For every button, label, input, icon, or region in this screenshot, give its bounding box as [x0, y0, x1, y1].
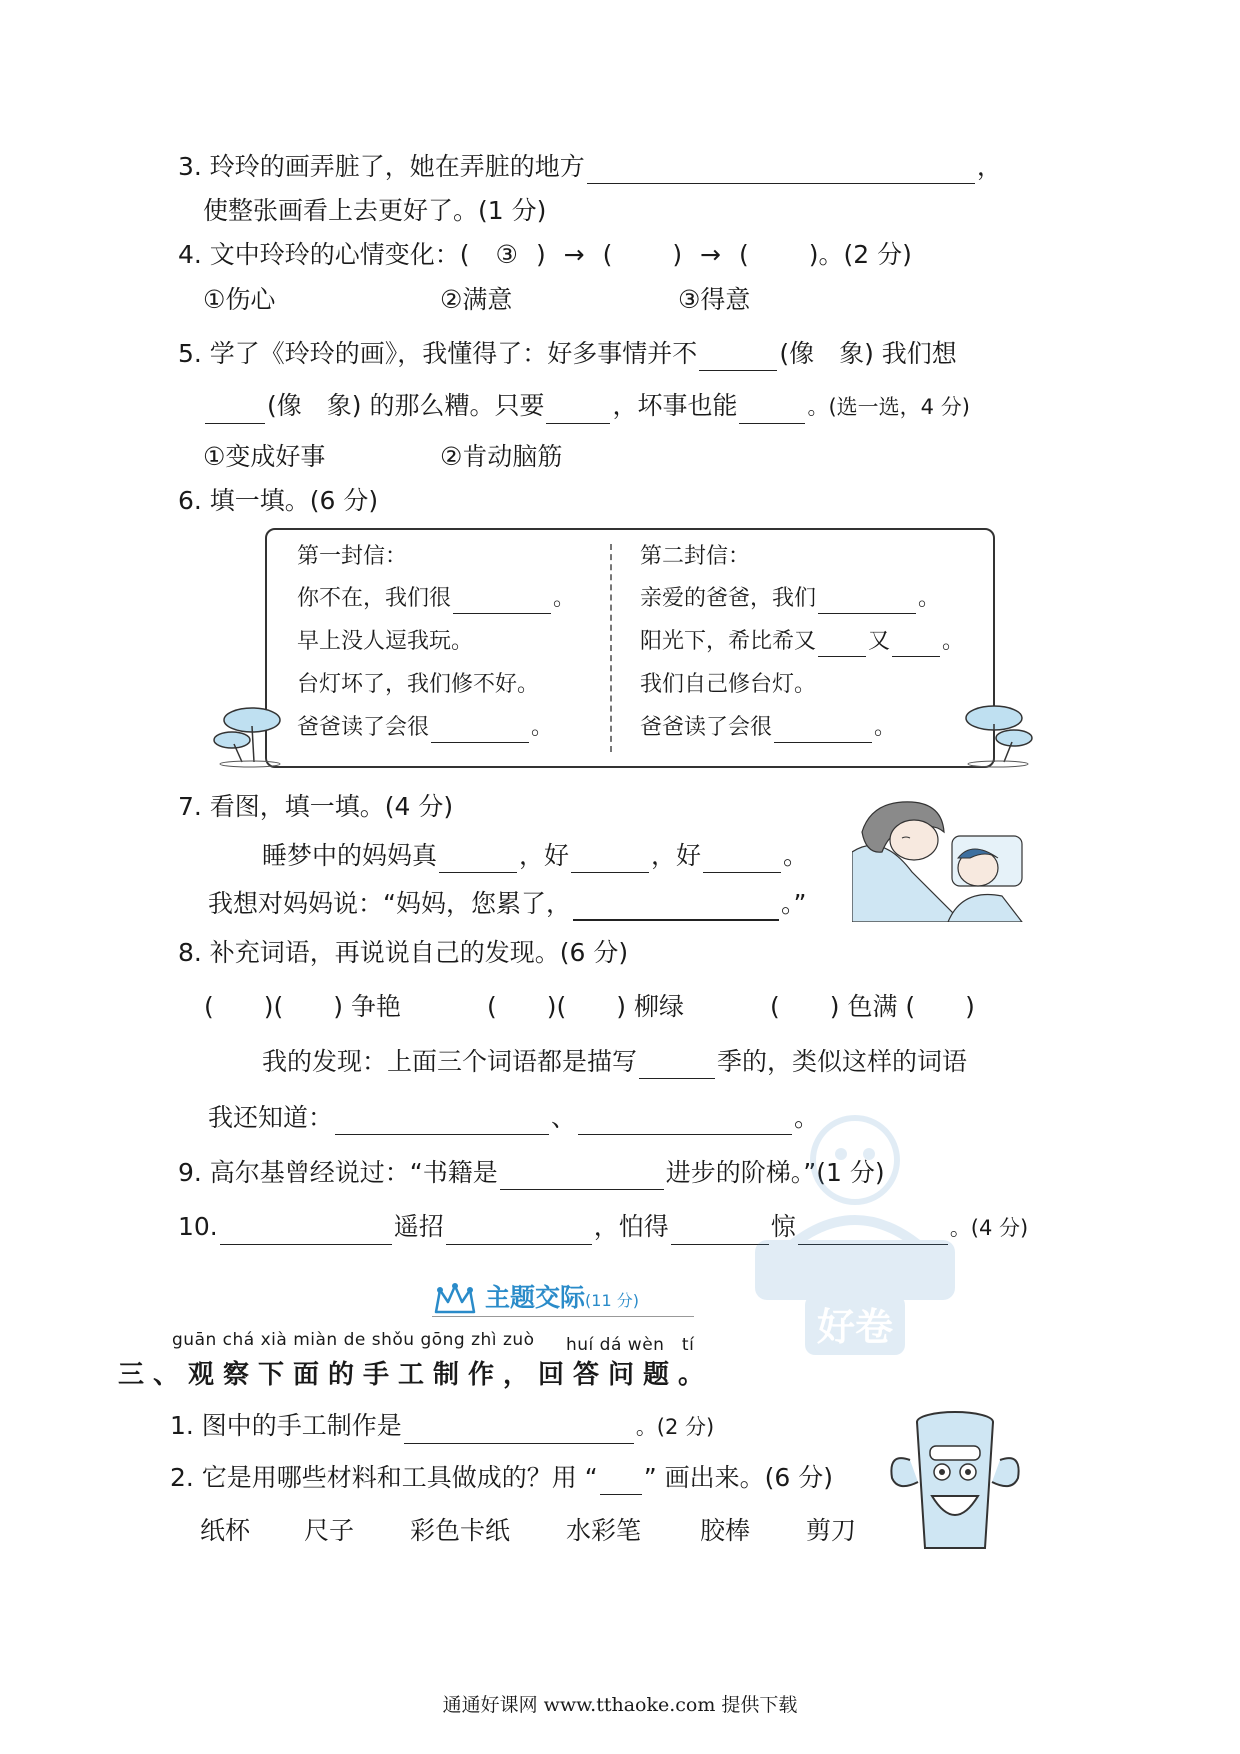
letter2-line2-you: 又 — [868, 629, 891, 654]
q4-paren-open: ( — [738, 240, 749, 269]
q5-blank-2[interactable] — [205, 397, 265, 424]
q7-blank-3[interactable] — [703, 846, 781, 873]
crown-icon — [432, 1282, 478, 1318]
footer-source: 通通好课网 www.tthaoke.com 提供下载 — [442, 1694, 798, 1716]
q5-option-1: ①变成好事 — [203, 442, 326, 471]
letter1-blank-2[interactable] — [431, 720, 529, 743]
q8-know-sep: 、 — [551, 1103, 577, 1132]
q7-line1 — [262, 839, 808, 873]
q8-season-blank[interactable] — [639, 1052, 715, 1079]
s3q2-text-2: ” 画出来。(6 分) — [643, 1463, 833, 1492]
q7-blank-2[interactable] — [571, 846, 649, 873]
letter-divider — [610, 544, 612, 752]
q8-know-blank-1[interactable] — [335, 1108, 549, 1135]
q5-blank-4[interactable] — [739, 397, 805, 424]
q7-text-2: ，好 — [519, 841, 570, 870]
q9-text-2: 进步的阶梯。”(1 分) — [665, 1158, 885, 1187]
q4-points: 。(2 分) — [818, 240, 912, 269]
letter1-line2: 早上没人逗我玩。 — [297, 629, 474, 654]
q5-text-3: ，坏事也能 — [612, 391, 738, 420]
theme-underline — [432, 1316, 694, 1317]
theme-title — [485, 1278, 639, 1314]
q3-answer-blank[interactable] — [587, 157, 975, 184]
s3q2-line — [170, 1461, 833, 1495]
q4-answer-1: ③ — [495, 240, 518, 269]
material-glue-stick[interactable]: 胶棒 — [700, 1516, 751, 1545]
q4-option-1: ①伤心 — [203, 285, 276, 314]
letter2-line1-text: 亲爱的爸爸，我们 — [640, 586, 817, 611]
watermark-logo — [735, 1090, 975, 1360]
q3-line2: 使整张画看上去更好了。(1 分) — [203, 196, 547, 225]
s3q2-text: 2. 它是用哪些材料和工具做成的？用 “ — [170, 1463, 598, 1492]
letter2-title: 第二封信： — [640, 544, 751, 569]
mother-child-illustration — [852, 792, 1024, 922]
q4-paren-close: ) — [672, 240, 683, 269]
letter1-line3: 台灯坏了，我们修不好。 — [297, 672, 540, 697]
letter1-line4 — [297, 713, 553, 743]
q4-paren-close: ) — [535, 240, 546, 269]
period: 。 — [918, 586, 941, 611]
arrow-icon: → — [700, 240, 721, 269]
q10-text-3: 惊 — [770, 1212, 796, 1241]
q5-blank-3[interactable] — [546, 397, 610, 424]
q8-word-2[interactable]: ( )( ) 柳绿 — [487, 992, 684, 1021]
letter2-line2-text: 阳光下，希比希又 — [640, 629, 817, 654]
paper-cup-craft-illustration — [880, 1408, 1030, 1558]
material-watercolor-pen[interactable]: 水彩笔 — [566, 1516, 642, 1545]
section3-pinyin-a: guān chá xià miàn de shǒu gōng zhì zuò — [172, 1330, 535, 1350]
period: 。 — [553, 586, 576, 611]
q8-know-text: 我还知道： — [208, 1103, 334, 1132]
q7-blank-1[interactable] — [439, 846, 517, 873]
s3q1-points: 。(2 分) — [635, 1415, 715, 1439]
q5-line1 — [178, 337, 957, 371]
letter2-line2 — [640, 627, 964, 657]
q7-line2 — [208, 887, 806, 921]
q4-option-2: ②满意 — [440, 285, 513, 314]
q7-heading: 7. 看图，填一填。(4 分) — [178, 792, 454, 821]
q7-close-quote: 。” — [780, 889, 807, 918]
material-paper-cup[interactable]: 纸杯 — [200, 1516, 251, 1545]
s3q1-blank[interactable] — [404, 1417, 634, 1444]
letter1-line1 — [297, 584, 575, 614]
q3-comma: ， — [976, 152, 1002, 181]
q5-blank-1[interactable] — [699, 344, 777, 371]
lotus-leaf-icon — [210, 696, 290, 768]
letter1-title: 第一封信： — [297, 544, 408, 569]
q4-line1 — [178, 238, 912, 272]
q4-text: 4. 文中玲玲的心情变化：( — [178, 240, 470, 269]
q10-text-2: ，怕得 — [593, 1212, 669, 1241]
q7-text-3: ，好 — [651, 841, 702, 870]
period: 。 — [874, 715, 897, 740]
q5-text-2: (像 象) 的那么糟。只要 — [267, 391, 545, 420]
letter1-blank-1[interactable] — [453, 591, 551, 614]
q4-option-3: ③得意 — [678, 285, 751, 314]
q10-number: 10. — [178, 1212, 218, 1241]
s3q1-text: 1. 图中的手工制作是 — [170, 1411, 402, 1440]
q8-heading: 8. 补充词语，再说说自己的发现。(6 分) — [178, 938, 629, 967]
arrow-icon: → — [563, 240, 585, 269]
q8-finding — [262, 1045, 967, 1079]
theme-title-text: 主题交际 — [485, 1283, 586, 1312]
q8-know — [208, 1101, 819, 1135]
letter2-line4-text: 爸爸读了会很 — [640, 715, 773, 740]
material-ruler[interactable]: 尺子 — [304, 1516, 355, 1545]
lotus-leaf-icon — [958, 696, 1038, 768]
q9-text: 9. 高尔基曾经说过：“书籍是 — [178, 1158, 498, 1187]
q5-line2 — [203, 389, 970, 424]
q10-blank-2[interactable] — [446, 1218, 592, 1245]
letter2-line3: 我们自己修台灯。 — [640, 672, 817, 697]
s3q2-underline-sample — [600, 1474, 642, 1495]
q8-finding-text: 我的发现：上面三个词语都是描写 — [262, 1047, 638, 1076]
q4-paren-close: ) — [808, 240, 819, 269]
s3q1-line — [170, 1409, 714, 1444]
q10-points: 。(4 分) — [949, 1216, 1029, 1240]
q5-choice-1: (像 象) 我们想 — [779, 339, 957, 368]
q8-finding-text-2: 季的，类似这样的词语 — [717, 1047, 968, 1076]
letter2-blank-2[interactable] — [818, 634, 866, 657]
period: 。 — [942, 629, 965, 654]
letter2-line1 — [640, 584, 940, 614]
q7-blank-4[interactable] — [573, 893, 779, 921]
letter1-line1-text: 你不在，我们很 — [297, 586, 452, 611]
q3-text: 3. 玲玲的画弄脏了，她在弄脏的地方 — [178, 152, 585, 181]
q10-blank-1[interactable] — [220, 1218, 392, 1245]
watermark-text: 好卷 — [816, 1305, 894, 1349]
q9-blank[interactable] — [500, 1163, 664, 1190]
q4-paren-open: ( — [602, 240, 613, 269]
material-scissors[interactable]: 剪刀 — [806, 1516, 857, 1545]
letter2-blank-1[interactable] — [818, 591, 916, 614]
letter1-line4-text: 爸爸读了会很 — [297, 715, 430, 740]
letter2-blank-3[interactable] — [892, 634, 940, 657]
letter2-line4 — [640, 713, 896, 743]
q5-text: 5. 学了《玲玲的画》，我懂得了：好多事情并不 — [178, 339, 698, 368]
q7-text-4: 我想对妈妈说：“妈妈，您累了， — [208, 889, 571, 918]
q3-line1 — [178, 150, 1002, 184]
letter2-blank-4[interactable] — [774, 720, 872, 743]
section3-pinyin-b: huí dá wèn tí — [566, 1335, 695, 1355]
period: 。 — [531, 715, 554, 740]
q5-points: 。(选一选，4 分) — [807, 395, 970, 419]
q6-heading: 6. 填一填。(6 分) — [178, 486, 379, 515]
q7-text: 睡梦中的妈妈真 — [262, 841, 438, 870]
theme-points: (11 分) — [585, 1291, 639, 1310]
q10-text-1: 遥招 — [393, 1212, 444, 1241]
q5-option-2: ②肯动脑筋 — [440, 442, 563, 471]
period: 。 — [783, 841, 809, 870]
q8-word-3[interactable]: ( ) 色满 ( ) — [770, 992, 975, 1021]
section3-title: 三、观察下面的手工制作，回答问题。 — [118, 1360, 714, 1390]
period: 。 — [794, 1103, 820, 1132]
material-colored-card[interactable]: 彩色卡纸 — [410, 1516, 511, 1545]
q8-word-1[interactable]: ( )( ) 争艳 — [204, 992, 401, 1021]
